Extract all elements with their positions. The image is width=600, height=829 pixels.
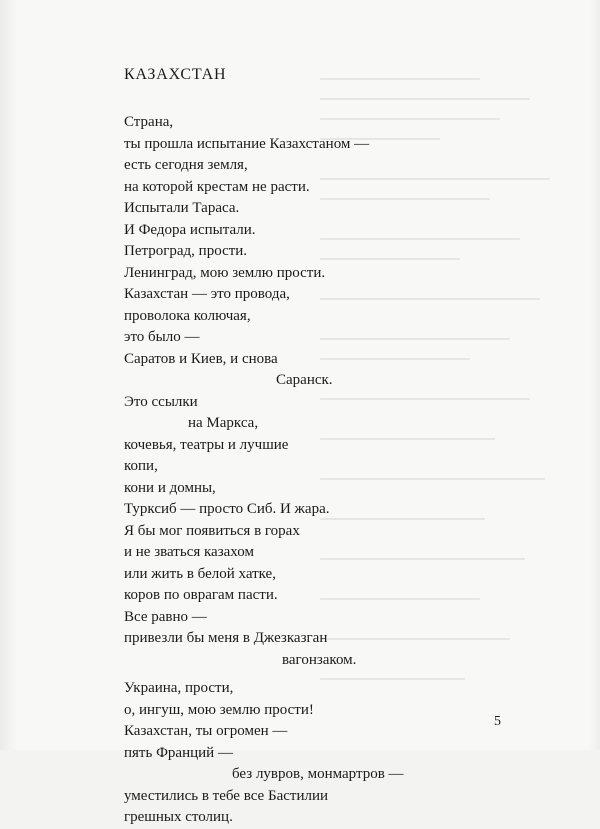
poem-line: о, ингуш, мою землю прости! bbox=[124, 701, 314, 718]
page-number: 5 bbox=[494, 714, 501, 729]
poem-line: Саранск. bbox=[276, 372, 333, 388]
poem-line: Страна, bbox=[124, 114, 174, 130]
poem-line: это было — bbox=[124, 329, 200, 345]
poem-line: коров по оврагам пасти. bbox=[124, 587, 278, 603]
poem-line: без лувров, монмартров — bbox=[232, 766, 404, 782]
poem-line: Турксиб — просто Сиб. И жара. bbox=[124, 501, 330, 517]
poem-line: на которой крестам не расти. bbox=[124, 178, 310, 195]
poem-line: копи, bbox=[124, 458, 158, 474]
poem-line: Саратов и Киев, и снова bbox=[124, 350, 278, 367]
stanza-spacer bbox=[124, 671, 454, 678]
poem-line: или жить в белой хатке, bbox=[124, 565, 276, 582]
poem-title: КАЗАХСТАН bbox=[124, 66, 227, 83]
poem-line: грешных столиц. bbox=[124, 809, 233, 825]
poem-line: Это ссылки bbox=[124, 393, 198, 410]
show-through-line bbox=[320, 78, 480, 80]
poem-line: Ленинград, мою землю прости. bbox=[124, 264, 326, 281]
page-edge-shadow bbox=[0, 0, 18, 750]
poem-body bbox=[124, 112, 454, 829]
poem-line: проволока колючая, bbox=[124, 307, 251, 324]
poem-line: Испытали Тараса. bbox=[124, 200, 240, 216]
poem-line: Казахстан — это провода, bbox=[124, 286, 290, 302]
poem-line: кони и домны, bbox=[124, 479, 216, 496]
poem-line: Петроград, прости. bbox=[124, 243, 248, 259]
poem-line: Украина, прости, bbox=[124, 680, 234, 696]
poem-line: И Федора испытали. bbox=[124, 221, 256, 238]
poem-line: на Маркса, bbox=[188, 415, 259, 431]
page-edge-shadow-right bbox=[588, 0, 600, 750]
poem-line: пять Франций — bbox=[124, 744, 233, 761]
poem-line: Я бы мог появиться в горах bbox=[124, 522, 300, 539]
poem-line: Казахстан, ты огромен — bbox=[124, 723, 288, 739]
poem-line: уместились в тебе все Бастилии bbox=[124, 787, 329, 804]
poem-line: привезли бы меня в Джезказган bbox=[124, 630, 328, 646]
poem-line: есть сегодня земля, bbox=[124, 157, 248, 173]
poem-line: Все равно — bbox=[124, 608, 207, 625]
poem-line: и не зваться казахом bbox=[124, 544, 254, 560]
poem-line: ты прошла испытание Казахстаном — bbox=[124, 135, 370, 152]
poem-line: вагонзаком. bbox=[282, 651, 357, 668]
poem-line: кочевья, театры и лучшие bbox=[124, 436, 289, 453]
show-through-line bbox=[320, 98, 530, 100]
